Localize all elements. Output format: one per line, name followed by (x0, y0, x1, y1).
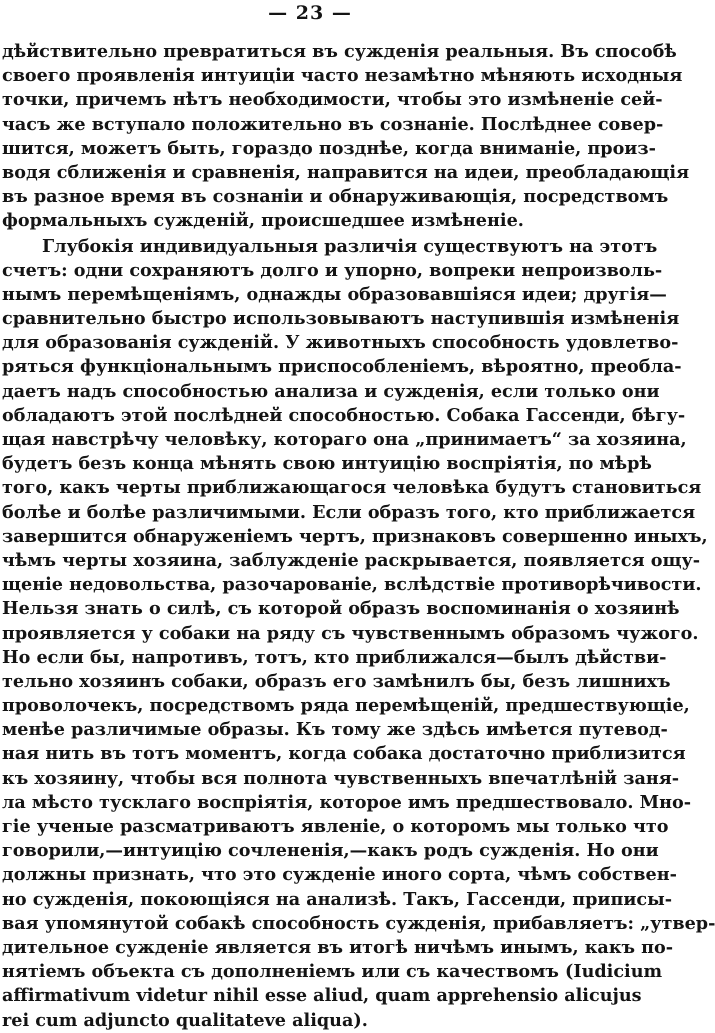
text-line: завершится обнаруженіемъ чертъ, признаковъ совершенно иныхъ, (2, 525, 708, 547)
text-line: къ хозяину, чтобы вся полнота чувственныхъ впечатлѣній заня- (2, 767, 680, 789)
text-line: проявляется у собаки на ряду съ чувственнымъ образомъ чужого. (2, 622, 699, 644)
text-line: тельно хозяинъ собаки, образъ его замѣнилъ бы, безъ лишнихъ (2, 670, 671, 692)
text-line: ная нить въ тотъ моментъ, когда собака достаточно приблизится (2, 743, 686, 765)
text-line: менѣе различимые образы. Къ тому же здѣсь имѣется путевод- (2, 719, 668, 741)
text-line: водя сближенія и сравненія, направится на идеи, преобладающія (2, 161, 690, 183)
text-line: шится, можетъ быть, гораздо позднѣе, когда вниманіе, произ- (2, 137, 656, 159)
text-line: должны признать, что это сужденіе иного сорта, чѣмъ собствен- (2, 864, 677, 886)
body-text (2, 40, 715, 1033)
text-line: дѣйствительно превратиться въ сужденія реальныя. Въ способѣ (2, 41, 677, 62)
text-line: но сужденія, покоющіяся на анализѣ. Такъ, Гассенди, приписы- (2, 888, 673, 910)
text-line: щеніе недовольства, разочарованіе, вслѣдствіе противорѣчивости. (2, 574, 702, 596)
text-line: Но если бы, напротивъ, тотъ, кто приближался—былъ дѣйстви- (2, 646, 667, 668)
text-line: вая упомянутой собакѣ способность сужденія, прибавляетъ: „утвер- (2, 912, 715, 934)
text-line: даетъ надъ способностью анализа и сужденія, если только они (2, 380, 660, 402)
text-line: точки, причемъ нѣтъ необходимости, чтобы это измѣненіе сей- (2, 89, 663, 111)
text-line: будетъ безъ конца мѣнять свою интуицію воспріятія, по мѣрѣ (2, 453, 652, 475)
text-line: щая навстрѣчу человѣку, котораго она „принимаетъ“ за хозяина, (2, 429, 687, 450)
text-line: счетъ: одни сохраняютъ долго и упорно, вопреки непроизволь- (2, 259, 663, 281)
text-line: говорили,—интуицію сочлененія,—какъ родъ сужденія. Но они (2, 840, 659, 862)
text-line: нымъ перемѣщеніямъ, однажды образовавшіяся идеи; другія— (2, 283, 667, 305)
text-line: чѣмъ черты хозяина, заблужденіе раскрывается, появляется ощу- (2, 549, 701, 571)
text-line: rei cum adjuncto qualitateve aliqua). (2, 1009, 368, 1031)
text-line: гіе ученые разсматриваютъ явленіе, о которомъ мы только что (2, 816, 669, 837)
text-line: часъ же вступало положительно въ сознаніе. Послѣднее совер- (2, 113, 664, 135)
text-line: своего проявленія интуиціи часто незамѣтно мѣняють исходныя (2, 65, 683, 87)
paragraph-first-line: Глубокія индивидуальныя различія существуютъ на этотъ (42, 235, 658, 257)
text-line: для образованія сужденій. У животныхъ способность удовлетво- (2, 332, 679, 354)
page-number: — 23 — (268, 2, 352, 24)
text-line: формальныхъ сужденій, происшедшее измѣненіе. (2, 210, 524, 232)
text-line: affirmativum videtur nihil esse aliud, quam apprehensio alicujus (2, 985, 642, 1007)
text-line: болѣе и болѣе различимыми. Если образъ того, кто приближается (2, 501, 696, 523)
text-line: нятіемъ объекта съ дополненіемъ или съ качествомъ (Iudicium (2, 961, 663, 983)
text-line: Нельзя знать о силѣ, съ которой образъ воспоминанія о хозяинѣ (2, 598, 680, 620)
text-line: проволочекъ, посредствомъ ряда перемѣщеній, предшествующіе, (2, 695, 690, 717)
text-line: того, какъ черты приближающагося человѣка будутъ становиться (2, 477, 702, 499)
text-line: въ разное время въ сознаніи и обнаруживающія, посредствомъ (2, 186, 669, 208)
text-line: дительное сужденіе является въ итогѣ ничѣмъ инымъ, какъ по- (2, 936, 674, 958)
text-line: обладаютъ этой послѣдней способностью. Собака Гассенди, бѣгу- (2, 404, 686, 426)
text-line: ряться функціональнымъ приспособленіемъ, вѣроятно, преобла- (2, 356, 682, 378)
text-line: ла мѣсто тусклаго воспріятія, которое имъ предшествовало. Мно- (2, 791, 692, 813)
text-line: сравнительно быстро использовываютъ наступившія измѣненія (2, 308, 680, 330)
